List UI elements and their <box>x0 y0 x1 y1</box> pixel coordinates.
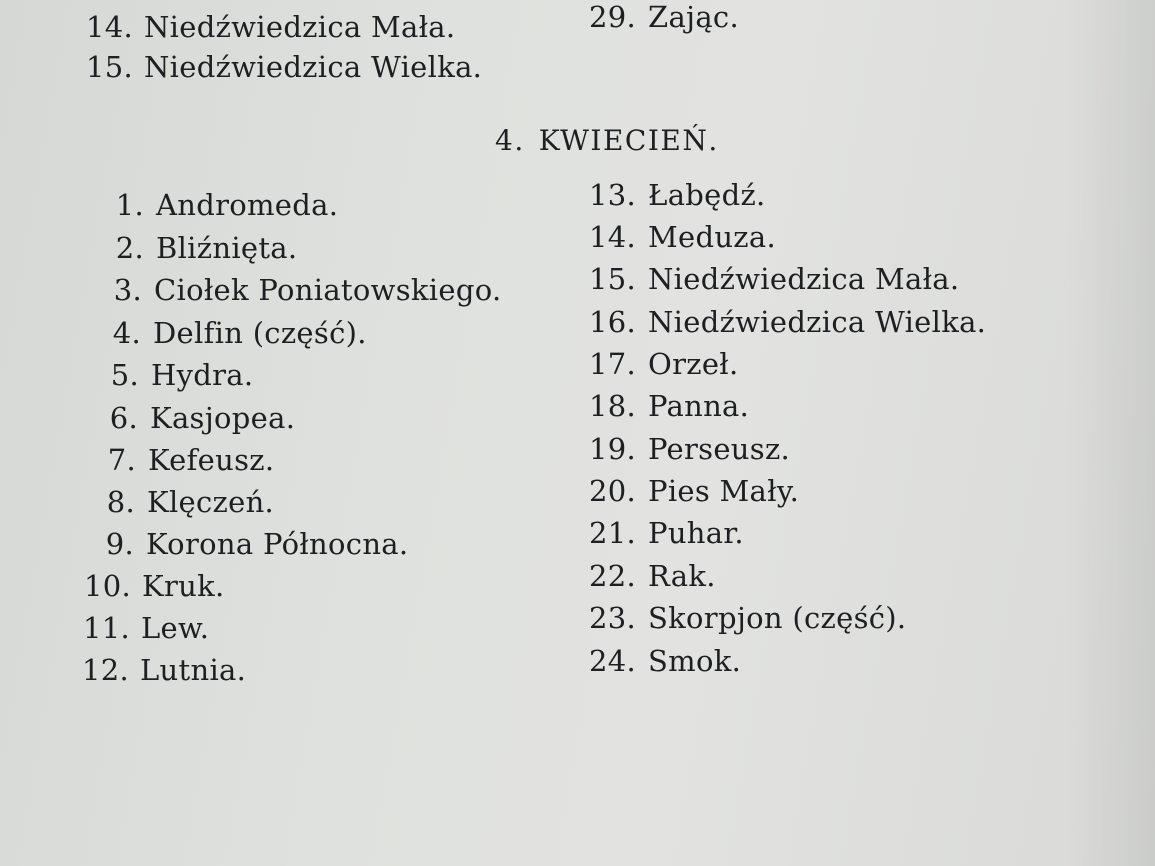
item-name: Korona Północna. <box>146 527 409 561</box>
item-number: 10. <box>84 569 132 603</box>
list-item <box>588 601 906 635</box>
item-name: Smok. <box>648 644 742 678</box>
item-name: Skorpjon (część). <box>648 601 907 635</box>
list-item <box>93 358 253 392</box>
item-number: 3. <box>113 273 142 307</box>
list-item <box>588 389 749 423</box>
item-name: Niedźwiedzica Mała. <box>648 262 960 296</box>
item-name: Łabędź. <box>648 178 766 212</box>
section-title: KWIECIEŃ. <box>538 124 719 157</box>
section-heading <box>495 124 719 157</box>
item-name: Meduza. <box>648 220 776 254</box>
item-number: 6. <box>109 401 138 435</box>
item-name: Puhar. <box>648 516 744 550</box>
item-number: 15. <box>86 50 134 84</box>
item-number: 19. <box>588 432 636 466</box>
item-name: Niedźwiedzica Wielka. <box>648 305 987 339</box>
item-name: Orzeł. <box>648 347 739 381</box>
item-name: Rak. <box>648 559 716 593</box>
list-item <box>588 220 776 254</box>
item-number: 13. <box>588 178 636 212</box>
item-number: 14. <box>588 220 636 254</box>
list-item <box>88 527 408 561</box>
item-name: Pies Mały. <box>648 474 800 508</box>
item-name: Kefeusz. <box>148 443 275 477</box>
item-number: 20. <box>588 474 636 508</box>
item-number: 12. <box>82 653 130 687</box>
item-number: 4. <box>112 316 141 350</box>
item-name: Klęczeń. <box>147 485 275 519</box>
item-number: 17. <box>588 347 636 381</box>
list-item <box>86 10 455 44</box>
list-item <box>588 644 741 678</box>
item-name: Niedźwiedzica Mała. <box>144 10 456 44</box>
list-item <box>89 485 274 519</box>
list-item <box>84 569 225 603</box>
list-item <box>96 273 501 307</box>
list-item <box>98 188 338 222</box>
item-number: 5. <box>110 358 139 392</box>
list-item <box>588 178 766 212</box>
list-item <box>86 50 482 84</box>
item-number: 22. <box>588 559 636 593</box>
item-number: 15. <box>588 262 636 296</box>
item-name: Zając. <box>648 0 739 34</box>
item-name: Kruk. <box>142 569 225 603</box>
list-item <box>588 305 986 339</box>
item-name: Andromeda. <box>156 188 339 222</box>
page-shadow <box>1065 0 1155 866</box>
list-item <box>588 474 799 508</box>
list-item <box>95 316 367 350</box>
list-item <box>90 443 274 477</box>
item-number: 8. <box>106 485 135 519</box>
item-name: Ciołek Poniatowskiego. <box>154 273 502 307</box>
item-number: 24. <box>588 644 636 678</box>
item-name: Lutnia. <box>140 653 247 687</box>
list-item <box>588 432 790 466</box>
item-number: 16. <box>588 305 636 339</box>
item-number: 2. <box>115 231 144 265</box>
section-number: 4. <box>495 124 525 157</box>
list-item <box>98 231 297 265</box>
item-number: 21. <box>588 516 636 550</box>
item-name: Lew. <box>141 611 210 645</box>
item-name: Kasjopea. <box>150 401 296 435</box>
item-name: Niedźwiedzica Wielka. <box>144 50 483 84</box>
list-item <box>82 653 246 687</box>
item-number: 23. <box>588 601 636 635</box>
item-number: 9. <box>105 527 134 561</box>
list-item <box>588 559 716 593</box>
item-name: Perseusz. <box>648 432 791 466</box>
item-number: 14. <box>86 10 134 44</box>
item-name: Bliźnięta. <box>156 231 298 265</box>
item-number: 18. <box>588 389 636 423</box>
item-number: 29. <box>588 0 636 34</box>
item-name: Panna. <box>648 389 750 423</box>
item-number: 11. <box>83 611 131 645</box>
list-item <box>588 0 739 34</box>
item-name: Delfin (część). <box>153 316 367 350</box>
list-item <box>588 516 744 550</box>
list-item <box>588 347 739 381</box>
list-item <box>588 262 959 296</box>
item-number: 1. <box>115 188 144 222</box>
item-name: Hydra. <box>151 358 254 392</box>
list-item <box>92 401 295 435</box>
item-number: 7. <box>107 443 136 477</box>
list-item <box>83 611 209 645</box>
